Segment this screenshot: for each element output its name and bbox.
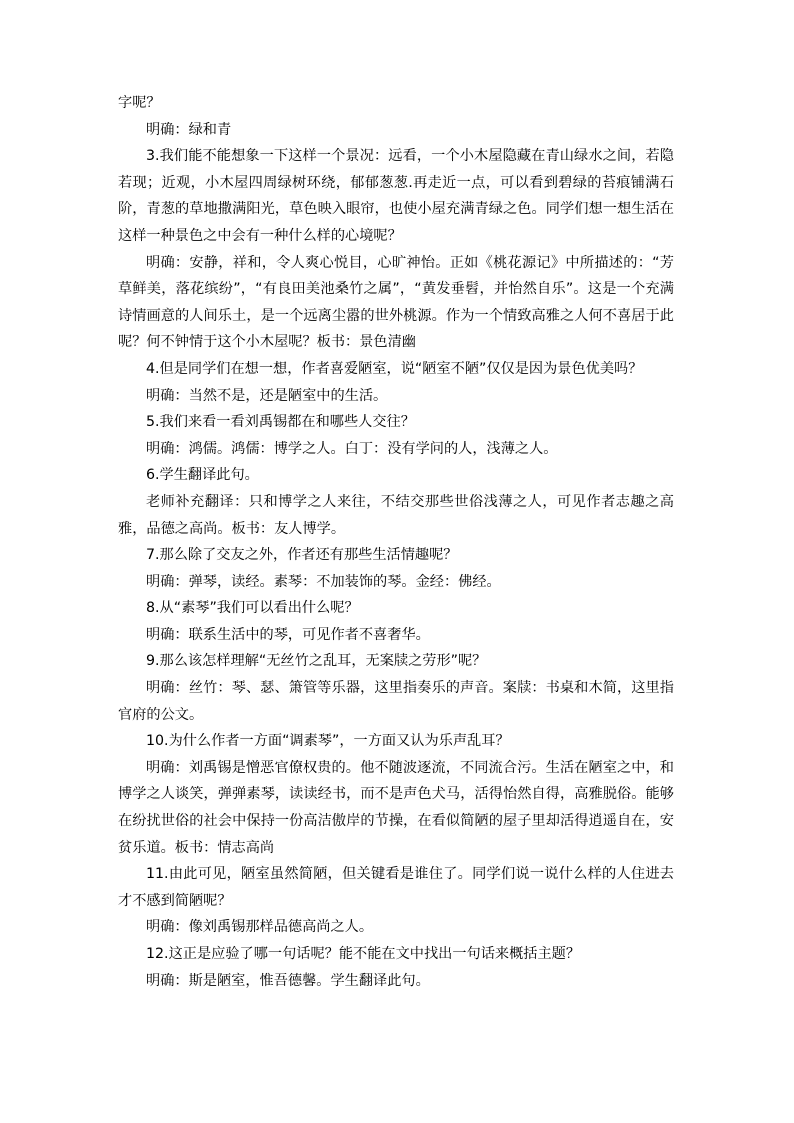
paragraph-10: 7.那么除了交友之外，作者还有那些生活情趣呢？ xyxy=(146,547,458,564)
paragraph-0: 字呢？ xyxy=(118,95,161,111)
paragraph-3: 明确：安静，祥和，令人爽心悦目，心旷神怡。正如《桃花源记》中所描述的：“芳草鲜美，落花缤纷”，“有良田美池桑竹之属”，“黄发垂髫，并怡然自乐”。这是一个充满诗情画意的人间乐土，是一个远离尘嚣的世外桃源。作为一个情致高雅之人何不喜居于此呢？何不钟情于这个小木屋呢？板书：景色清幽 xyxy=(118,254,674,351)
paragraph-5: 明确：当然不是，还是陋室中的生活。 xyxy=(146,387,388,404)
paragraph-21: 明确：斯是陋室，惟吾德馨。学生翻译此句。 xyxy=(146,972,430,989)
paragraph-19: 明确：像刘禹锡那样品德高尚之人。 xyxy=(146,919,374,936)
paragraph-1: 明确：绿和青 xyxy=(146,121,232,138)
paragraph-18: 11.由此可见，陋室虽然简陋，但关键看是谁住了。同学们说一说什么样的人住进去才不感到简陋呢？ xyxy=(118,866,674,909)
paragraph-17: 明确：刘禹锡是憎恶官僚权贵的。他不随波逐流，不同流合污。生活在陋室之中，和博学之人谈笑，弹弹素琴，读读经书，而不是声色犬马，活得怡然自得，高雅脱俗。能够在纷扰世俗的社会中保持一份高洁傲岸的节操，在看似简陋的屋子里却活得逍遥自在，安贫乐道。板书：情志高尚 xyxy=(118,759,674,856)
paragraph-14: 9.那么该怎样理解“无丝竹之乱耳，无案牍之劳形”呢？ xyxy=(146,653,487,670)
paragraph-13: 明确：联系生活中的琴，可见作者不喜奢华。 xyxy=(146,626,430,643)
paragraph-8: 6.学生翻译此句。 xyxy=(146,467,259,484)
paragraph-20: 12.这正是应验了哪一句话呢？能不能在文中找出一句话来概括主题？ xyxy=(146,946,581,962)
document-page xyxy=(118,90,674,994)
paragraph-15: 明确：丝竹：琴、瑟、箫管等乐器，这里指奏乐的声音。案牍：书桌和木简，这里指官府的公文。 xyxy=(118,680,674,723)
paragraph-16: 10.为什么作者一方面“调素琴”，一方面又认为乐声乱耳？ xyxy=(146,733,510,750)
paragraph-4: 4.但是同学们在想一想，作者喜爱陋室，说“陋室不陋”仅仅是因为景色优美吗？ xyxy=(146,360,643,377)
paragraph-11: 明确：弹琴，读经。素琴：不加装饰的琴。金经：佛经。 xyxy=(146,573,501,590)
paragraph-9: 老师补充翻译：只和博学之人来往，不结交那些世俗浅薄之人，可见作者志趣之高雅，品德之高尚。板书：友人博学。 xyxy=(118,493,674,537)
paragraph-2: 3.我们能不能想象一下这样一个景况：远看，一个小木屋隐藏在青山绿水之间，若隐若现；近观，小木屋四周绿树环绕，郁郁葱葱.再走近一点，可以看到碧绿的苔痕铺满石阶，青葱的草地撒满阳光，草色映入眼帘，也使小屋充满青绿之色。同学们想一想生活在这样一种景色之中会有一种什么样的心境呢？ xyxy=(118,148,674,244)
paragraph-7: 明确：鸿儒。鸿儒：博学之人。白丁：没有学问的人，浅薄之人。 xyxy=(146,440,558,457)
paragraph-6: 5.我们来看一看刘禹锡都在和哪些人交往？ xyxy=(146,414,415,431)
paragraph-12: 8.从“素琴”我们可以看出什么呢？ xyxy=(146,600,359,617)
